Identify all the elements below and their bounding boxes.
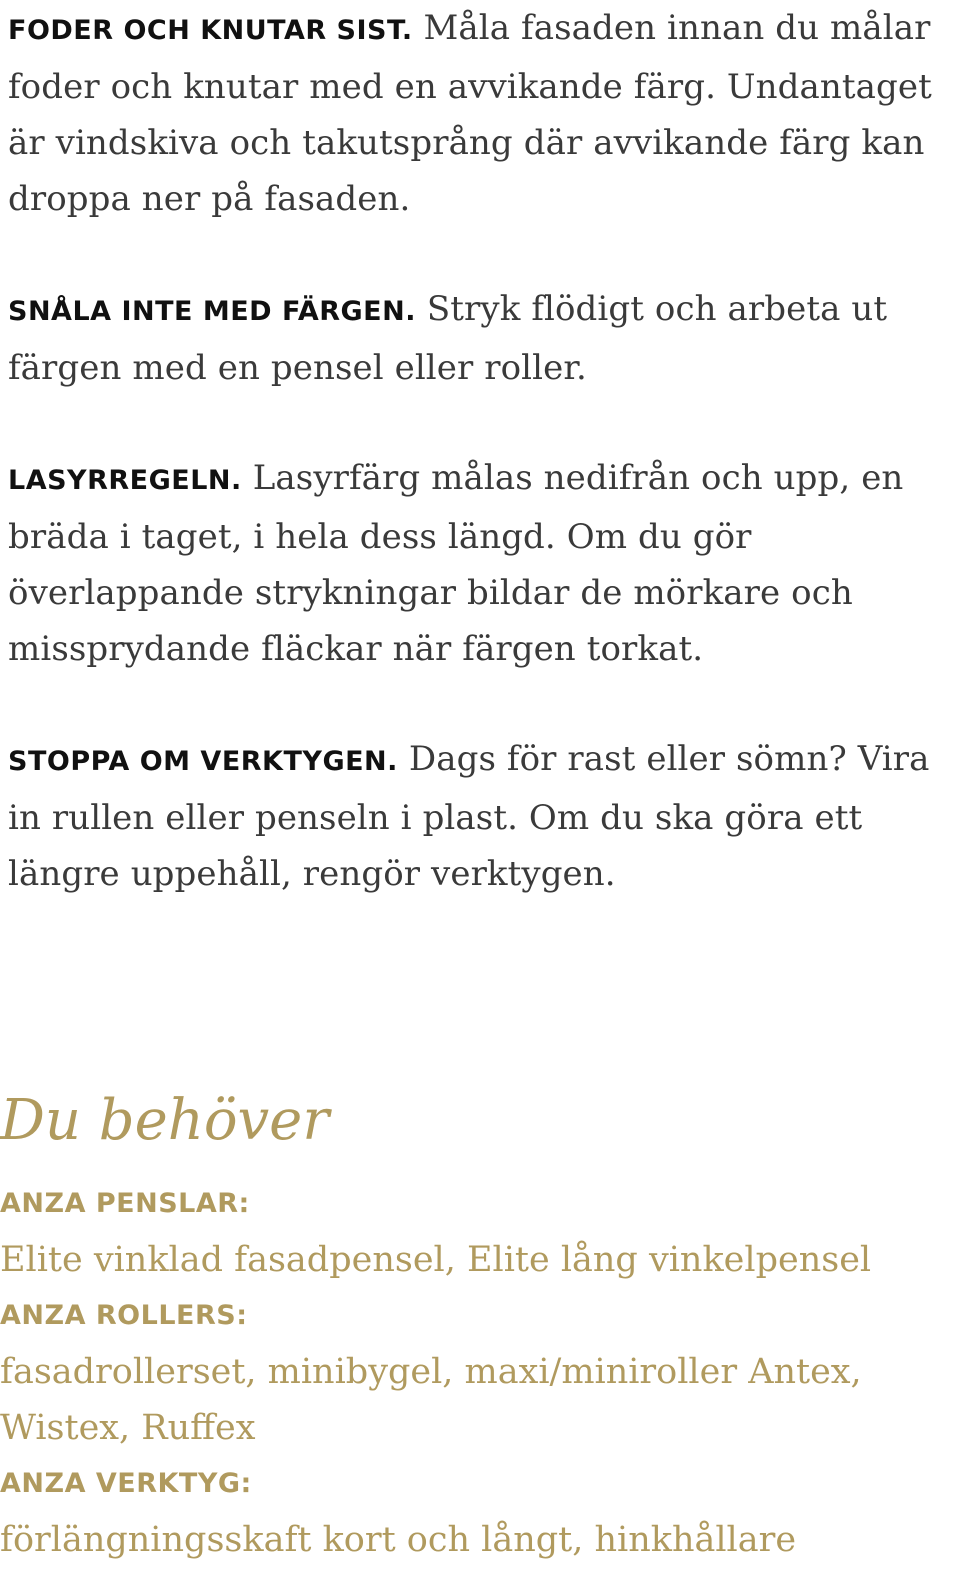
tip-paragraph [8,731,953,902]
group-items: Elite vinklad fasadpensel, Elite lång vinkelpensel [0,1240,872,1280]
tip-heading: SNÅLA INTE MED FÄRGEN. [8,296,416,327]
tip-text: Dags för rast eller sömn? Vira in rullen eller penseln i plast. Om du ska göra ett längre uppehåll, rengör verktygen. [8,739,930,894]
group-label: ANZA PENSLAR: [0,1188,250,1219]
needs-group-tools [0,1456,945,1568]
group-label: ANZA VERKTYG: [0,1468,252,1499]
group-label: ANZA ROLLERS: [0,1300,248,1331]
tip-paragraph [8,281,953,396]
you-need-title: Du behöver [0,1088,330,1153]
tip-text: Måla fasaden innan du målar foder och knutar med en avvikande färg. Undantaget är vindskiva och takutsprång där avvikande färg kan droppa ner på fasaden. [8,8,932,219]
needs-group-rollers [0,1288,945,1456]
group-items: fasadrollerset, minibygel, maxi/miniroller Antex, Wistex, Ruffex [0,1352,862,1448]
tip-paragraph [8,450,953,677]
painting-tips [8,0,953,902]
you-need-section [0,1088,945,1568]
group-items: förlängningsskaft kort och långt, hinkhållare [0,1520,797,1560]
tip-paragraph [8,0,953,227]
tip-text: Lasyrfärg målas nedifrån och upp, en bräda i taget, i hela dess längd. Om du gör överlappande strykningar bildar de mörkare och missprydande fläckar när färgen torkat. [8,458,904,669]
tip-heading: FODER OCH KNUTAR SIST. [8,15,413,46]
tip-text: Stryk flödigt och arbeta ut färgen med en pensel eller roller. [8,289,888,388]
tip-heading: STOPPA OM VERKTYGEN. [8,746,398,777]
tip-heading: LASYRREGELN. [8,465,242,496]
needs-group-brushes [0,1176,945,1288]
